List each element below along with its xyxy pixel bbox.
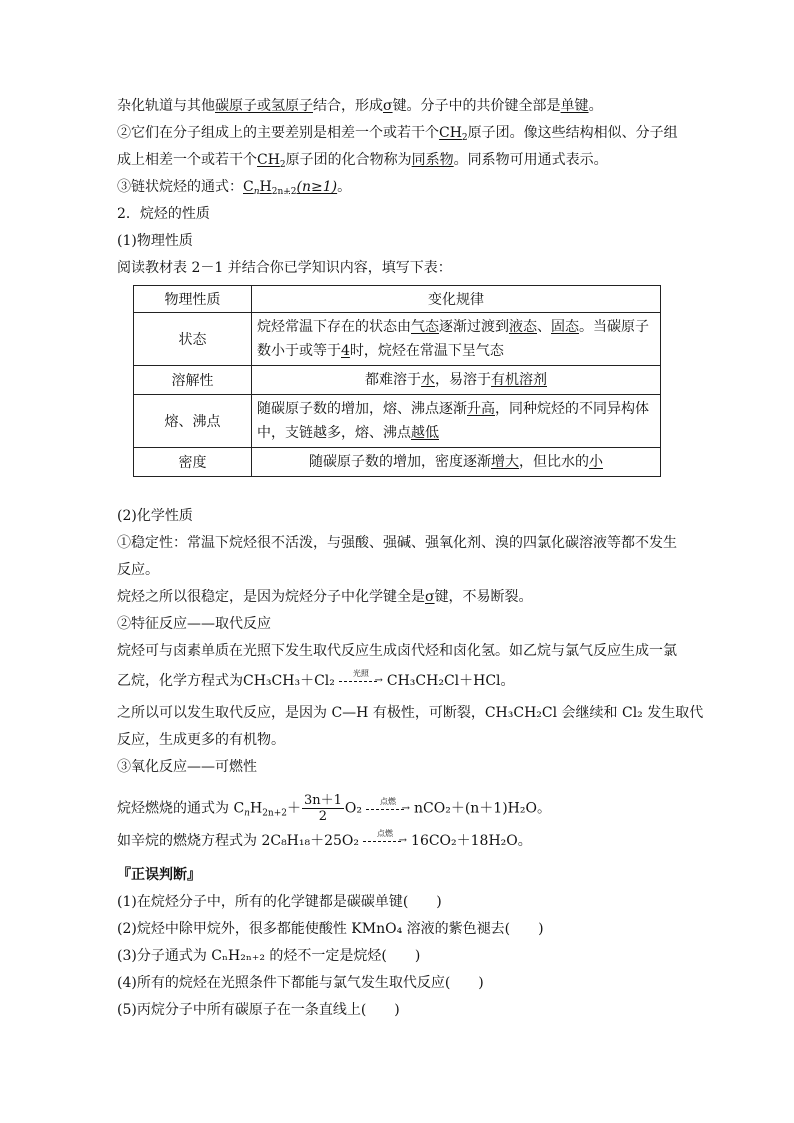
equation-substitution: 乙烷，化学方程式为CH₃CH₃＋Cl₂ 光照 → CH₃CH₂Cl＋HCl。 bbox=[117, 669, 515, 689]
equation-octane-combustion: 如辛烷的燃烧方程式为 2C₈H₁₈＋25O₂ 点燃 → 16CO₂＋18H₂O。 bbox=[117, 829, 532, 849]
judge-item: (4)所有的烷烃在光照条件下都能与氯气发生取代反应( ) bbox=[117, 975, 484, 991]
judge-section-title: 『正误判断』 bbox=[117, 867, 201, 883]
answer-sigma: σ bbox=[383, 98, 393, 114]
paragraph-homolog-2: 成上相差一个或若干个$CH_2$原子团的化合物称为同系物。同系物可用通式表示。 bbox=[117, 152, 608, 170]
subheading-physical: (1)物理性质 bbox=[117, 233, 193, 249]
reaction-arrow: 点燃 → bbox=[366, 802, 410, 816]
judge-item: (1)在烷烃分子中，所有的化学键都是碳碳单键( ) bbox=[117, 894, 442, 910]
table-row: 状态 烷烃常温下存在的状态由气态逐渐过渡到液态、固态。当碳原子数小于或等于4时，烷烃在常温下呈气态 bbox=[134, 313, 661, 366]
paragraph-hybrid-orbital: 杂化轨道与其他碳原子或氢原子结合，形成σ键。分子中的共价键全部是单键。 bbox=[117, 98, 603, 114]
paragraph-substitution-1: 烷烃可与卤素单质在光照下发生取代反应生成卤代烃和卤化氢。如乙烷与氯气反应生成一氯 bbox=[117, 643, 677, 659]
answer-single-bond: 单键 bbox=[560, 98, 589, 114]
table-row: 密度 随碳原子数的增加，密度逐渐增大，但比水的小 bbox=[134, 448, 661, 477]
answer-alkane-formula: $C_nH_{2n+2}(n\ge 1)$ bbox=[243, 179, 338, 197]
answer-ch2-1: $CH_2$ bbox=[439, 125, 468, 143]
reaction-arrow: 点燃 → bbox=[363, 834, 407, 848]
subheading-substitution: ②特征反应——取代反应 bbox=[117, 616, 271, 632]
equation-combustion-general: 烷烃燃烧的通式为 $C_nH_{2n+2}+$ $\frac{3n+1}{2}$ O₂ 点燃 → nCO₂＋(n＋1)H₂O。 bbox=[117, 793, 551, 824]
table-header-rule: 变化规律 bbox=[252, 286, 661, 313]
section-heading-properties: 2．烷烃的性质 bbox=[117, 206, 210, 222]
paragraph-stability-2: 反应。 bbox=[117, 562, 159, 578]
answer-carbon-hydrogen: 碳原子或氢原子 bbox=[215, 98, 313, 114]
table-row: 熔、沸点 随碳原子数的增加，熔、沸点逐渐升高，同种烷烃的不同异构体中，支链越多，熔、沸点越低 bbox=[134, 395, 661, 448]
table-header-row bbox=[134, 286, 661, 313]
paragraph-substitution-3: 反应，生成更多的有机物。 bbox=[117, 732, 285, 748]
reaction-arrow: 光照 → bbox=[339, 674, 383, 688]
subheading-chemical: (2)化学性质 bbox=[117, 508, 193, 524]
paragraph-homolog-1: ②它们在分子组成上的主要差别是相差一个或若干个$CH_2$原子团。像这些结构相似、分子组 bbox=[117, 125, 678, 143]
paragraph-general-formula: ③链状烷烃的通式：$C_nH_{2n+2}(n\ge 1)$。 bbox=[117, 179, 352, 197]
fraction: $\frac{3n+1}{2}$ bbox=[303, 793, 342, 824]
paragraph-stability-reason: 烷烃之所以很稳定，是因为烷烃分子中化学键全是σ键，不易断裂。 bbox=[117, 589, 533, 605]
paragraph-substitution-2: 之所以可以发生取代反应，是因为 C—H 有极性，可断裂，CH₃CH₂Cl 会继续和 Cl₂ 发生取代 bbox=[117, 705, 704, 721]
judge-item: (2)烷烃中除甲烷外，很多都能使酸性 KMnO₄ 溶液的紫色褪去( ) bbox=[117, 921, 544, 937]
answer-homolog: 同系物 bbox=[411, 152, 454, 168]
table-header-property: 物理性质 bbox=[134, 286, 252, 313]
answer-ch2-2: $CH_2$ bbox=[257, 152, 286, 170]
physical-properties-table bbox=[133, 285, 661, 477]
judge-item: (3)分子通式为 CₙH₂ₙ₊₂ 的烃不一定是烷烃( ) bbox=[117, 948, 421, 964]
subheading-combustion: ③氧化反应——可燃性 bbox=[117, 759, 257, 775]
judge-item: (5)丙烷分子中所有碳原子在一条直线上( ) bbox=[117, 1002, 400, 1018]
table-row: 溶解性 都难溶于水，易溶于有机溶剂 bbox=[134, 366, 661, 395]
table-instruction: 阅读教材表 2－1 并结合你已学知识内容，填写下表： bbox=[117, 260, 452, 276]
paragraph-stability-1: ①稳定性：常温下烷烃很不活泼，与强酸、强碱、强氧化剂、溴的四氯化碳溶液等都不发生 bbox=[117, 535, 677, 551]
